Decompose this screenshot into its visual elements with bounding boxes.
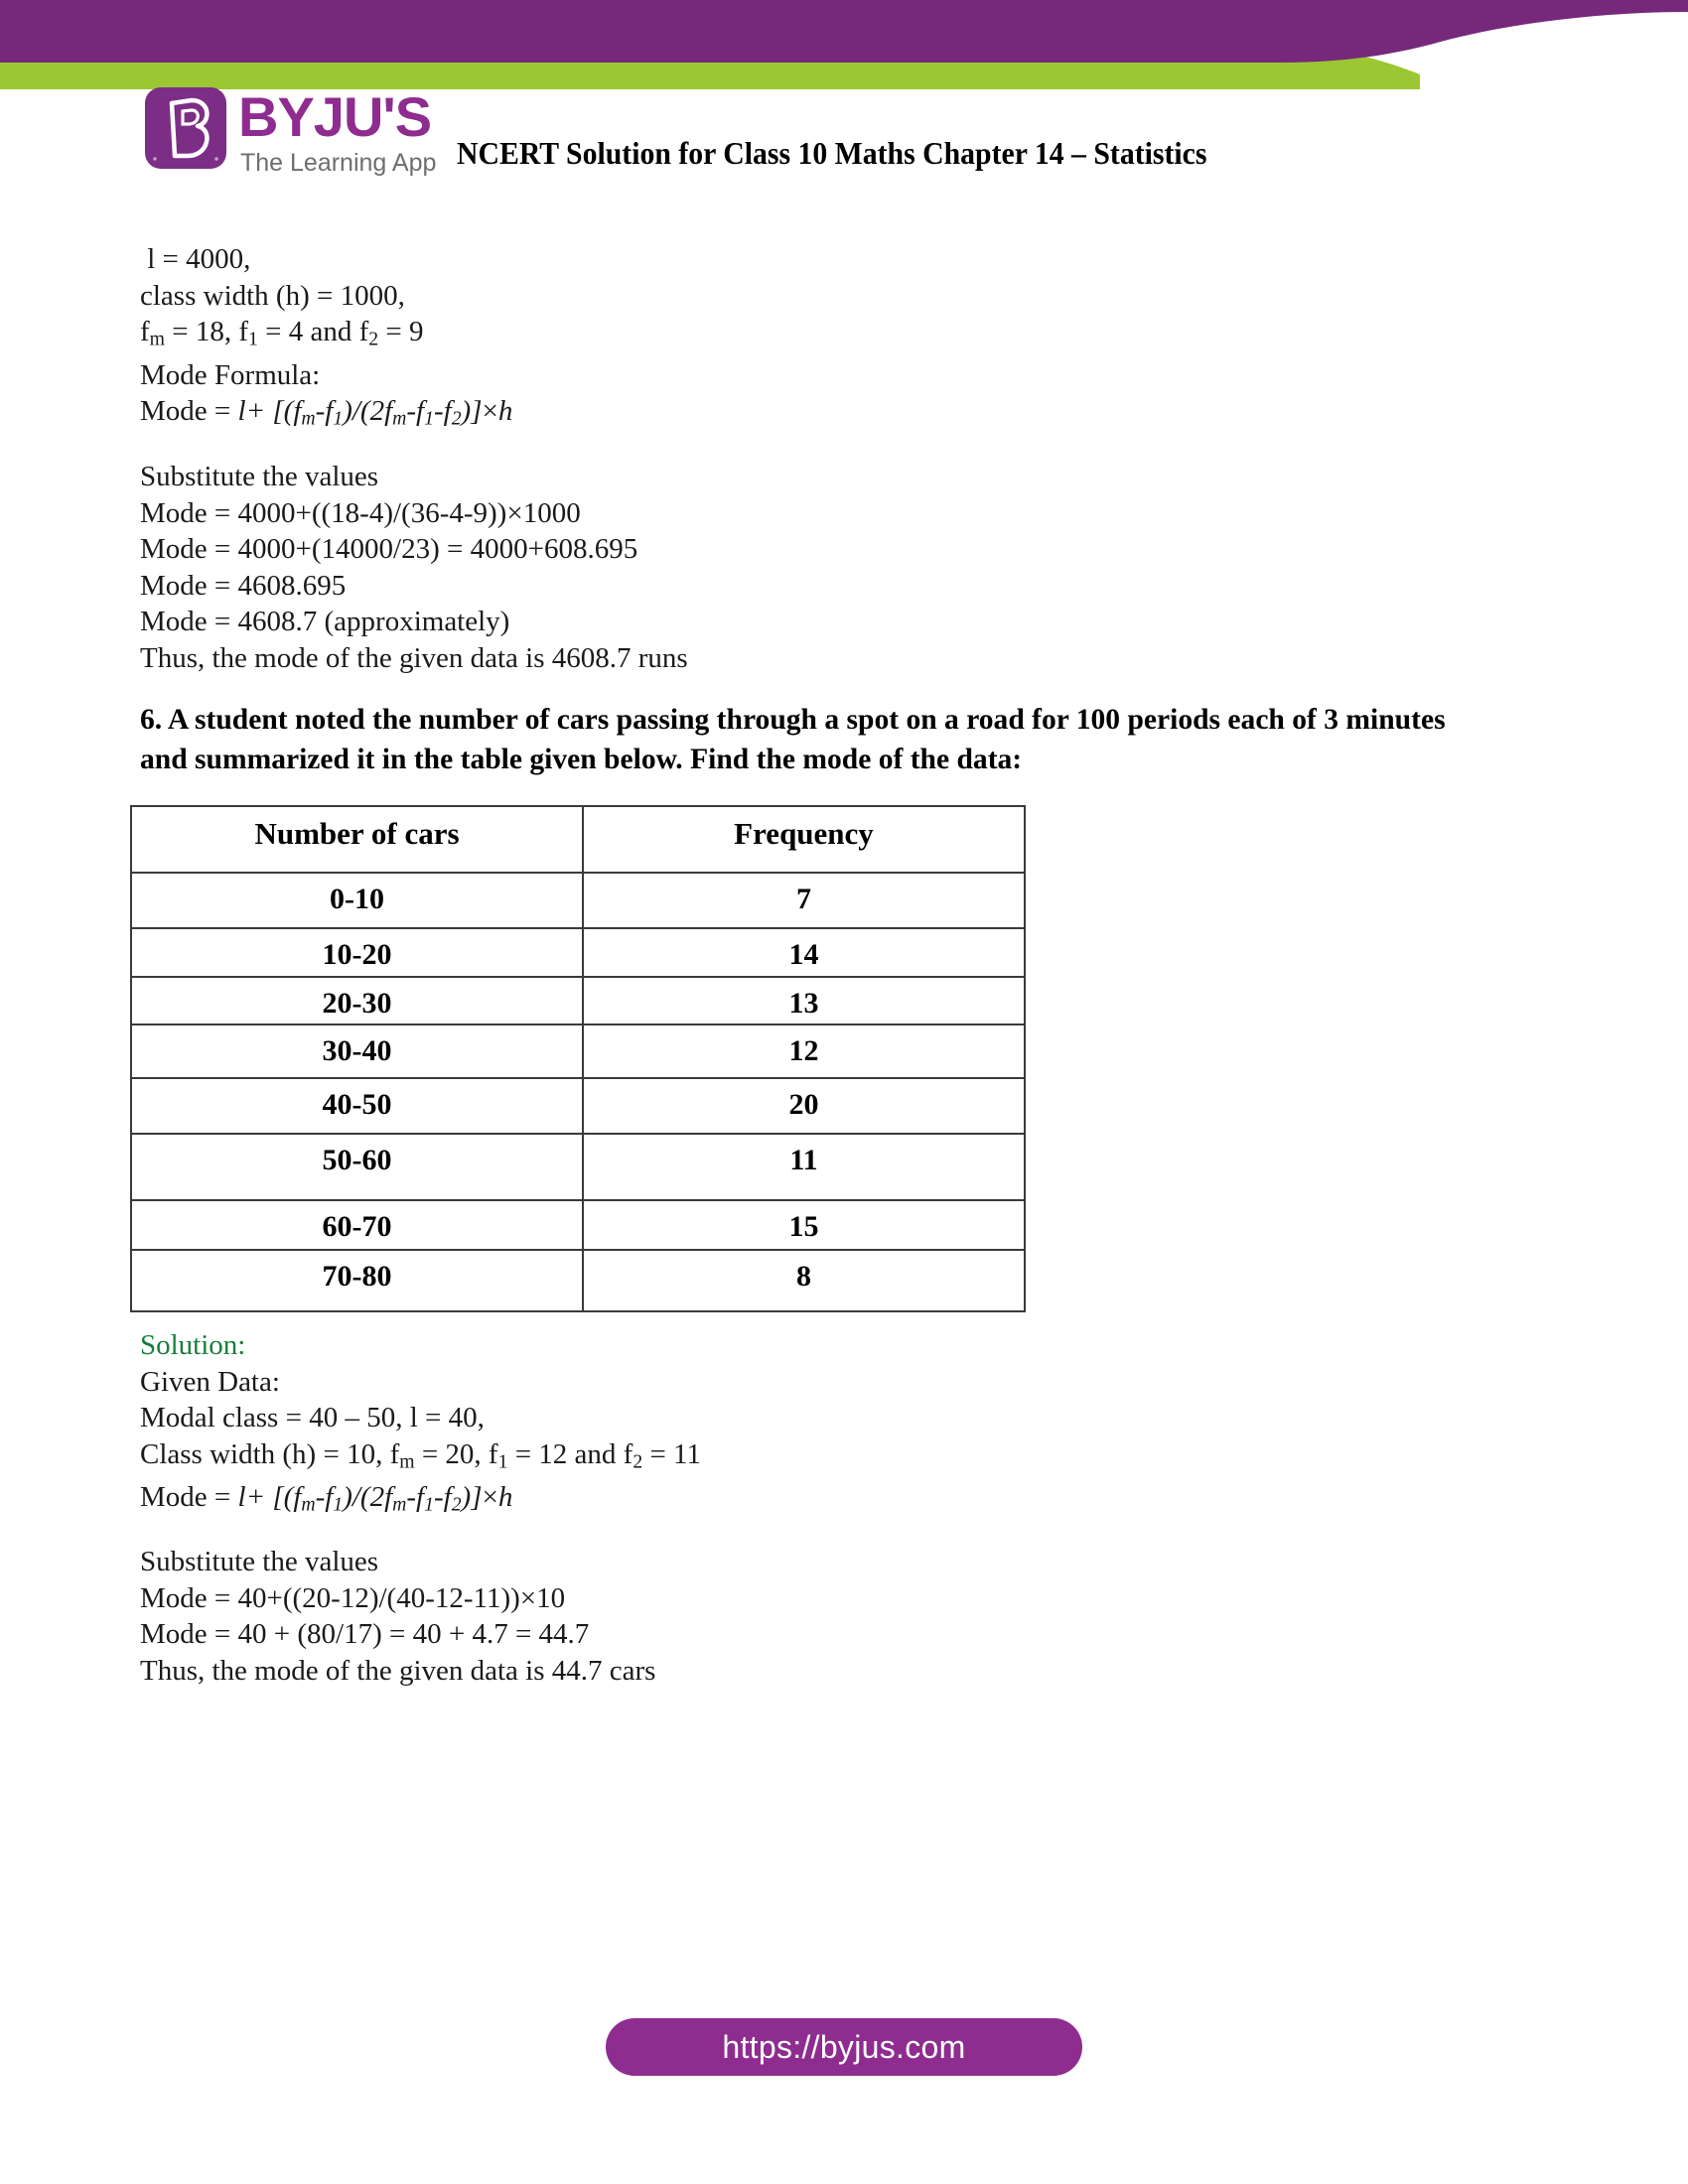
table-cell-frequency: 8: [583, 1250, 1025, 1311]
byjus-tagline: The Learning App: [240, 149, 437, 177]
table-cell-frequency: 7: [583, 873, 1025, 928]
table-cell-class: 60-70: [131, 1200, 583, 1250]
byjus-website-link[interactable]: https://byjus.com: [606, 2018, 1082, 2076]
text-line: Mode = 40 + (80/17) = 40 + 4.7 = 44.7: [140, 1618, 590, 1650]
substitute-heading: Substitute the values: [140, 461, 379, 492]
question-line-1: 6. A student noted the number of cars passing through a spot on a road for 100 periods each of 3 minutes: [140, 703, 1446, 736]
table-cell-class: 30-40: [131, 1024, 583, 1078]
text-line: Mode = 4608.7 (approximately): [140, 606, 510, 637]
frequency-table: [130, 805, 1026, 1312]
solution-substitute-block: [140, 1544, 655, 1689]
mode-formula: Mode = $l+ [(f_m-f_1)/(2f_m-f_1-f_2)]\times h$: [140, 1481, 513, 1516]
table-cell-frequency: 20: [583, 1078, 1025, 1134]
table-cell-frequency: 11: [583, 1134, 1025, 1200]
page-title: NCERT Solution for Class 10 Maths Chapter 14 – Statistics: [457, 135, 1207, 171]
table-cell-frequency: 15: [583, 1200, 1025, 1250]
text-line: Mode = 40+((20-12)/(40-12-11))×10: [140, 1581, 566, 1614]
solution-label: Solution:: [140, 1329, 246, 1361]
solution-block: [140, 1327, 701, 1523]
table-cell-class: 20-30: [131, 977, 583, 1024]
previous-solution-given-block: [140, 241, 512, 437]
mode-formula: Mode = $l+ [(f_m-f_1)/(2f_m-f_1-f_2)]\times h$: [140, 395, 513, 430]
table-cell-frequency: 13: [583, 977, 1025, 1024]
modal-class-line: Modal class = 40 – 50, l = 40,: [140, 1402, 485, 1433]
table-header-cell: Frequency: [583, 806, 1025, 873]
table-cell-class: 40-50: [131, 1078, 583, 1134]
table-cell-class: 10-20: [131, 928, 583, 977]
table-row: [131, 1024, 1025, 1078]
class-width-line: Class width (h) = 10, $f_m = 20$, $f_1 = 12$ and $f_2 = 11$: [140, 1437, 701, 1472]
question-line-2: and summarized it in the table given below. Find the mode of the data:: [140, 743, 1023, 775]
byjus-wordmark: BYJU'S: [238, 85, 432, 148]
text-line: Mode = 4000+(14000/23) = 4000+608.695: [140, 533, 638, 565]
table-cell-frequency: 12: [583, 1024, 1025, 1078]
table-cell-frequency: 14: [583, 928, 1025, 977]
table-row: [131, 873, 1025, 928]
table-header-cell: Number of cars: [131, 806, 583, 873]
substitute-heading: Substitute the values: [140, 1546, 379, 1577]
text-line: Mode Formula:: [140, 358, 321, 391]
table-row: [131, 1134, 1025, 1200]
table-row: [131, 1078, 1025, 1134]
question-6: [140, 700, 1509, 779]
table-header-row: [131, 806, 1025, 873]
given-data-label: Given Data:: [140, 1365, 280, 1398]
table-row: [131, 928, 1025, 977]
byjus-b-mark-icon: [145, 87, 226, 169]
table-row: [131, 977, 1025, 1024]
table-cell-class: 0-10: [131, 873, 583, 928]
text-line: $f_m = 18$, $f_1 = 4$ and $f_2 = 9$: [140, 316, 424, 350]
text-line: Mode = 4000+((18-4)/(36-4-9))×1000: [140, 496, 581, 529]
previous-solution-substitute-block: [140, 459, 688, 676]
text-line: Thus, the mode of the given data is 4608.7 runs: [140, 641, 688, 674]
byjus-logo: [145, 87, 443, 199]
text-line: Thus, the mode of the given data is 44.7 cars: [140, 1654, 656, 1687]
table-row: [131, 1200, 1025, 1250]
table-row: [131, 1250, 1025, 1311]
header-purple-band: [0, 0, 1688, 63]
header-decoration: [0, 0, 1688, 89]
text-line: l = 4000,: [140, 243, 251, 275]
table-cell-class: 70-80: [131, 1250, 583, 1311]
text-line: Mode = 4608.695: [140, 569, 347, 602]
text-line: class width (h) = 1000,: [140, 279, 405, 312]
table-cell-class: 50-60: [131, 1134, 583, 1200]
